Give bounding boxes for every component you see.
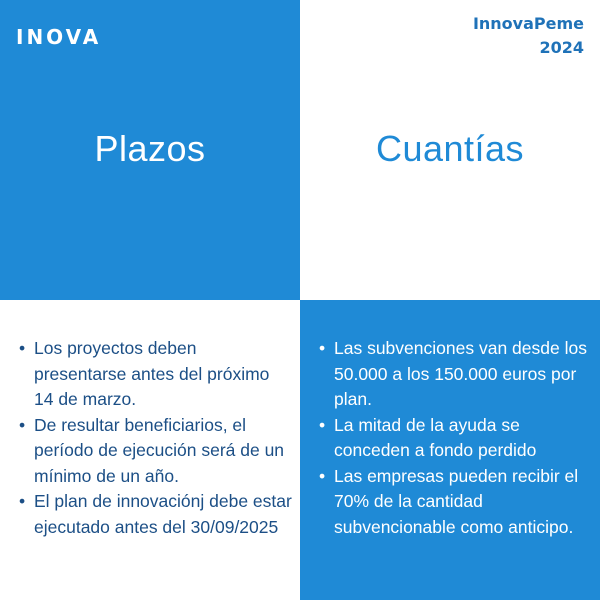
cuantias-list [318,336,600,540]
list-item: • De resultar beneficiarios, el período de ejecución será de un mínimo de un año. [18,413,292,490]
cuantias-details [300,300,600,600]
brand-block [473,12,584,60]
plazos-panel [0,0,300,300]
inova-logo: INOVA [16,25,102,49]
brand-year: 2024 [539,38,584,57]
brand-name: InnovaPeme [472,14,584,33]
list-item: • Las subvenciones van desde los 50.000 a los 150.000 euros por plan. [318,336,600,413]
plazos-list [18,336,292,540]
list-item: • Las empresas pueden recibir el 70% de la cantidad subvencionable como anticipo. [318,464,600,541]
list-item: • Los proyectos deben presentarse antes del próximo 14 de marzo. [18,336,292,413]
plazos-heading: Plazos [94,128,206,169]
plazos-details [0,300,300,600]
list-item: • El plan de innovaciónj debe estar ejecutado antes del 30/09/2025 [18,489,292,540]
cuantias-heading: Cuantías [375,128,525,169]
cuantias-panel [300,0,600,300]
list-item: • La mitad de la ayuda se conceden a fondo perdido [318,413,600,464]
